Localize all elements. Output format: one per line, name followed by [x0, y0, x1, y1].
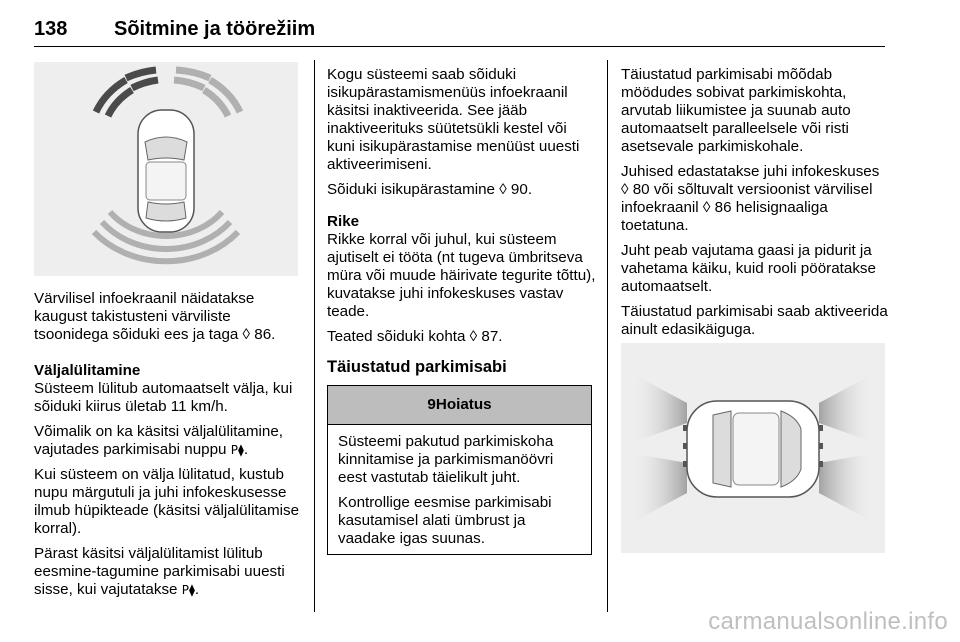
page-number: 138 [34, 18, 68, 40]
heading-deactivation: Väljalülitamine [34, 362, 141, 379]
paragraph-driver-controls: Juht peab vajutama gaasi ja pidurit ja vahetama käiku, kuid rooli pööratakse automaatselt. [621, 242, 876, 295]
warning-text-1: Süsteemi pakutud parkimiskoha kinnitamise ja parkimismanöövri eest vastutab täielikult juht. [338, 433, 554, 486]
warning-title: Hoiatus [435, 396, 492, 413]
column-divider-left [314, 60, 315, 612]
paragraph-instructions: Juhised edastatakse juhi infokeskuses ◊ 80 või sõltuvalt versioonist värvilisel infoekraanil ◊ 86 helisignaaliga toetatuna. [621, 163, 880, 234]
paragraph-auto-off: Süsteem lülitub automaatselt välja, kui sõiduki kiirus ületab 11 km/h. [34, 380, 293, 415]
figure-parking-sensors [34, 62, 298, 276]
car-side-sensor-illustration [621, 343, 885, 553]
page-title: Sõitmine ja töörežiim [114, 18, 316, 40]
paragraph-personalization-ref: Sõiduki isikupärastamine ◊ 90. [327, 181, 533, 198]
warning-icon: 9 [427, 396, 436, 413]
column-right [621, 66, 889, 346]
paragraph-manual-off: Võimalik on ka käsitsi väljalülitamine, vajutades parkimisabi nuppu P⧫. [34, 423, 284, 458]
heading-fault: Rike [327, 213, 360, 230]
paragraph-forward-only: Täiustatud parkimisabi saab aktiveerida ainult edasikäiguga. [621, 303, 888, 338]
column-middle [327, 66, 597, 388]
paragraph-inactivate: Kogu süsteemi saab sõiduki isikupärastamismenüüs infoekraanil käsitsi inaktiveerida. See jääb inaktiveerituks süütetsükli kestel või kuni isikupärastamise menüüst uuesti aktiveerimiseni. [327, 66, 580, 173]
figure-advanced-parking [621, 343, 885, 553]
paragraph-messages-ref: Teated sõiduki kohta ◊ 87. [327, 328, 503, 345]
warning-header [328, 386, 591, 425]
paragraph-popup: Kui süsteem on välja lülitatud, kustub nupu märgutuli ja juhi infokeskusesse ilmub hüpikteade (käsitsi väljalülitamise korral). [34, 466, 300, 537]
warning-body [328, 425, 591, 548]
parking-assist-button-icon: P⧫ [230, 443, 244, 457]
paragraph-fault: Rikke korral või juhul, kui süsteem ajutiselt ei tööta (nt tugeva ümbritseva müra või muude häirivate tegurite tõttu), kuvatakse juhi infokeskuses vastav teade. [327, 231, 596, 320]
column-divider-right [607, 60, 608, 612]
warning-box [327, 385, 592, 555]
figure-caption: Värvilisel infoekraanil näidatakse kaugust takistusteni värviliste tsoonidega sõiduki ees ja taga ◊ 86. [34, 290, 276, 343]
warning-text-2: Kontrollige eesmise parkimisabi kasutamisel alati ümbrust ja vaadake igas suunas. [338, 494, 552, 547]
parking-assist-button-icon: P⧫ [181, 583, 195, 597]
heading-advanced-parking: Täiustatud parkimisabi [327, 358, 507, 376]
paragraph-reactivate: Pärast käsitsi väljalülitamist lülitub eesmine-tagumine parkimisabi uuesti sisse, kui vajutatakse P⧫. [34, 545, 285, 598]
column-left [34, 290, 302, 606]
car-sensor-illustration [34, 62, 298, 276]
page-header [34, 12, 885, 47]
paragraph-advanced-description: Täiustatud parkimisabi mõõdab möödudes sobivat parkimiskohta, arvutab liikumistee ja suunab auto automaatselt paralleelsele või risti asetsevale parkimiskohale. [621, 66, 851, 155]
footer-watermark: carmanualsonline.info [708, 608, 948, 635]
